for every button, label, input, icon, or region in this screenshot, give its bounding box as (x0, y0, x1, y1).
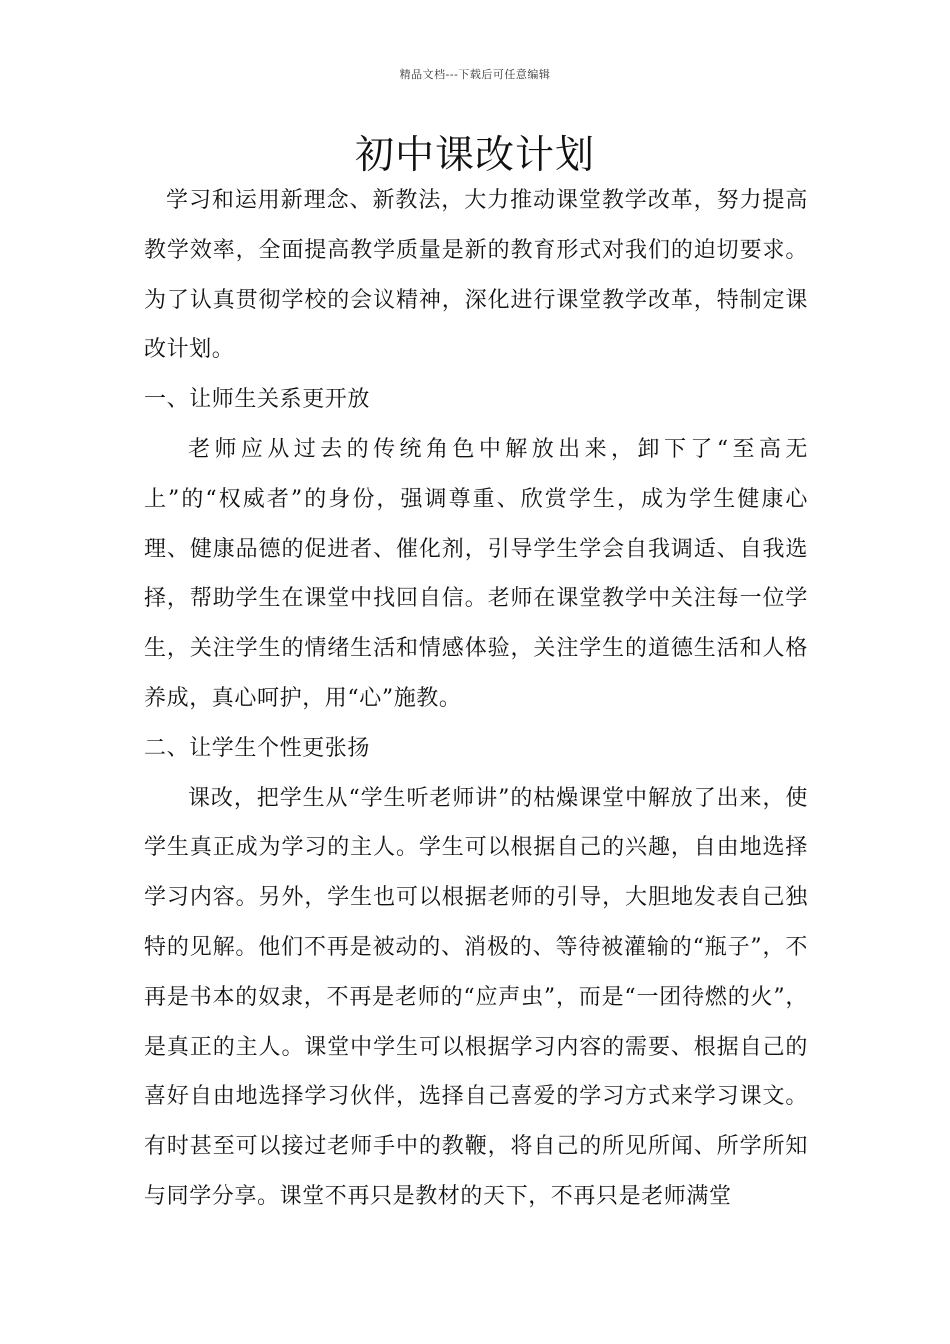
section-paragraph-2: 课改，把学生从“学生听老师讲”的枯燥课堂中解放了出来，使学生真正成为学习的主人。学生可以根据自己的兴趣，自由地选择学习内容。另外，学生也可以根据老师的引导，大胆地发表自己独特的见解。他们不再是被动的、消极的、等待被灌输的“瓶子”，不再是书本的奴隶，不再是老师的“应声虫”，而是“一团待燃的火”，是真正的主人。课堂中学生可以根据学习内容的需要、根据自己的喜好自由地选择学习伙伴，选择自己喜爱的学习方式来学习课文。有时甚至可以接过老师手中的教鞭，将自己的所见所闻、所学所知与同学分享。课堂不再只是教材的天下，不再只是老师满堂 (144, 785, 808, 1209)
intro-paragraph: 学习和运用新理念、新教法，大力推动课堂教学改革，努力提高教学效率，全面提高教学质量是新的教育形式对我们的迫切要求。为了认真贯彻学校的会议精神，深化进行课堂教学改革，特制定课改计划。 (144, 188, 808, 363)
section-heading-1: 一、让师生关系更开放 (144, 387, 371, 413)
document-title: 初中课改计划 (354, 133, 595, 178)
header-note: 精品文档---下载后可任意编辑 (399, 68, 551, 81)
document-body (144, 176, 808, 1222)
section-heading-2: 二、让学生个性更张扬 (144, 735, 371, 761)
section-paragraph-1: 老师应从过去的传统角色中解放出来，卸下了“至高无上”的“权威者”的身份，强调尊重、欣赏学生，成为学生健康心理、健康品德的促进者、催化剂，引导学生学会自我调适、自我选择，帮助学生在课堂中找回自信。老师在课堂教学中关注每一位学生，关注学生的情绪生活和情感体验，关注学生的道德生活和人格养成，真心呵护，用“心”施教。 (144, 436, 808, 711)
